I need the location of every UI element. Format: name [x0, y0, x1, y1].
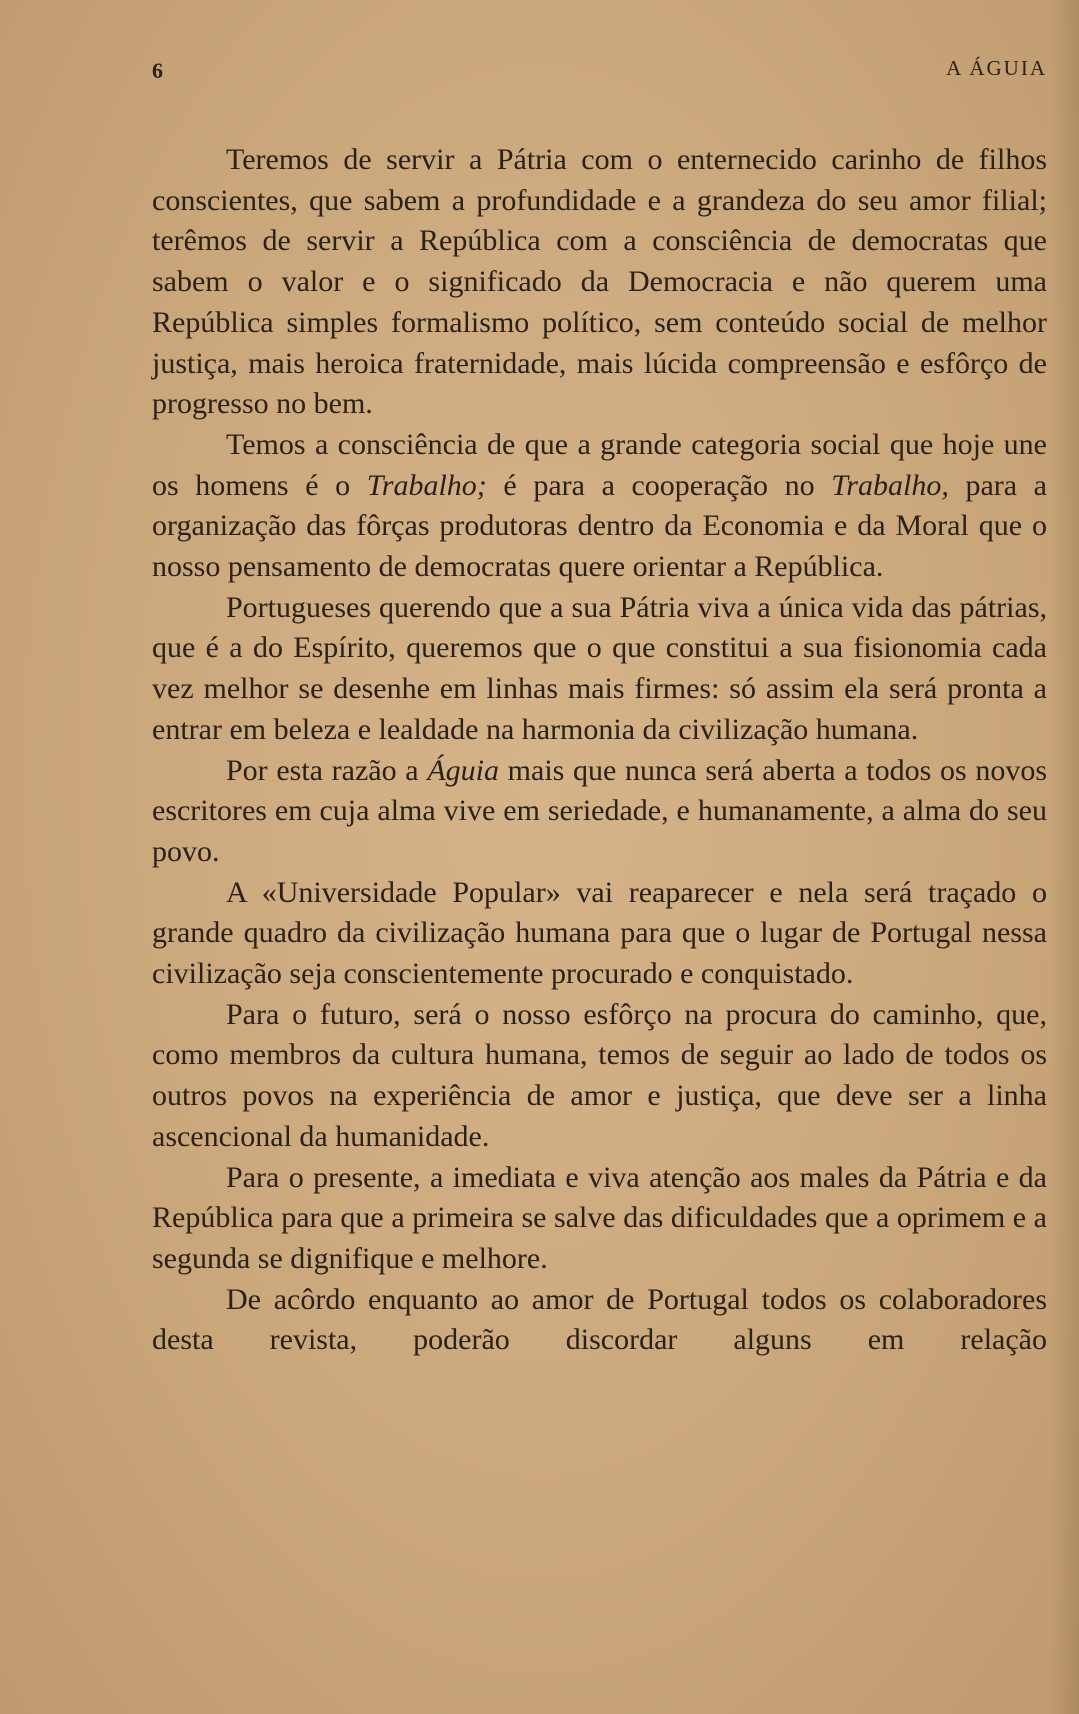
paragraph-4-part-2: mais que nunca será aberta a todos os novos escritores em cuja alma vive em seriedade, e humanamente, a alma do seu povo. [152, 753, 1047, 868]
page-number: 6 [152, 58, 163, 83]
paragraph-4-part-1: Por esta razão a [226, 753, 428, 787]
paragraph-1: Teremos de servir a Pátria com o enternecido carinho de filhos conscientes, que sabem a profundidade e a grandeza do seu amor filial; terêmos de servir a República com a consciência de democratas que sabem o valor e o significado da Democracia e não querem uma República simples formalismo político, sem conteúdo social de melhor justiça, mais heroica fraternidade, mais lúcida compreensão e esfôrço de progresso no bem. [152, 143, 1047, 421]
paragraph-6: Para o futuro, será o nosso esfôrço na procura do caminho, que, como membros da cultura humana, temos de seguir ao lado de todos os outros povos na experiência de amor e justiça, que deve ser a linha ascencional da humanidade. [152, 997, 1047, 1153]
paragraph-3: Portugueses querendo que a sua Pátria viva a única vida das pátrias, que é a do Espírito, queremos que o que constitui a sua fisionomia cada vez melhor se desenhe em linhas mais firmes: só assim ela será pronta a entrar em beleza e lealdade na harmonia da civilização humana. [152, 590, 1047, 746]
paragraph-2 [152, 425, 1047, 588]
paragraph-2-part-1: Temos a consciência de que a grande categoria social que hoje une os homens é o [152, 427, 1047, 502]
paragraph-5: A «Universidade Popular» vai reaparecer e nela será traçado o grande quadro da civilização humana para que o lugar de Portugal nessa civilização seja conscientemente procurado e conquistado. [152, 875, 1047, 991]
paragraph-8: De acôrdo enquanto ao amor de Portugal todos os colaboradores desta revista, poderão discordar alguns em relação [152, 1282, 1047, 1357]
paragraph-4-italic-1: Águia [427, 753, 499, 787]
paragraph-4 [152, 751, 1047, 873]
paragraph-2-part-3: para a organização das fôrças produtoras dentro da Economia e da Moral que o nosso pensamento de democratas quere orientar a República. [152, 468, 1047, 584]
body-text [152, 140, 1047, 1361]
page-edge-shadow [1051, 0, 1079, 1714]
paragraph-7: Para o presente, a imediata e viva atenção aos males da Pátria e da República para que a primeira se salve das dificuldades que a oprimem e a segunda se dignifique e melhore. [152, 1160, 1047, 1275]
paragraph-2-italic-2: Trabalho, [831, 468, 949, 502]
paragraph-2-part-2: é para a cooperação no [486, 468, 832, 502]
paragraph-2-italic-1: Trabalho; [366, 468, 487, 502]
running-head: A ÁGUIA [946, 56, 1047, 80]
page-header [152, 56, 1047, 86]
